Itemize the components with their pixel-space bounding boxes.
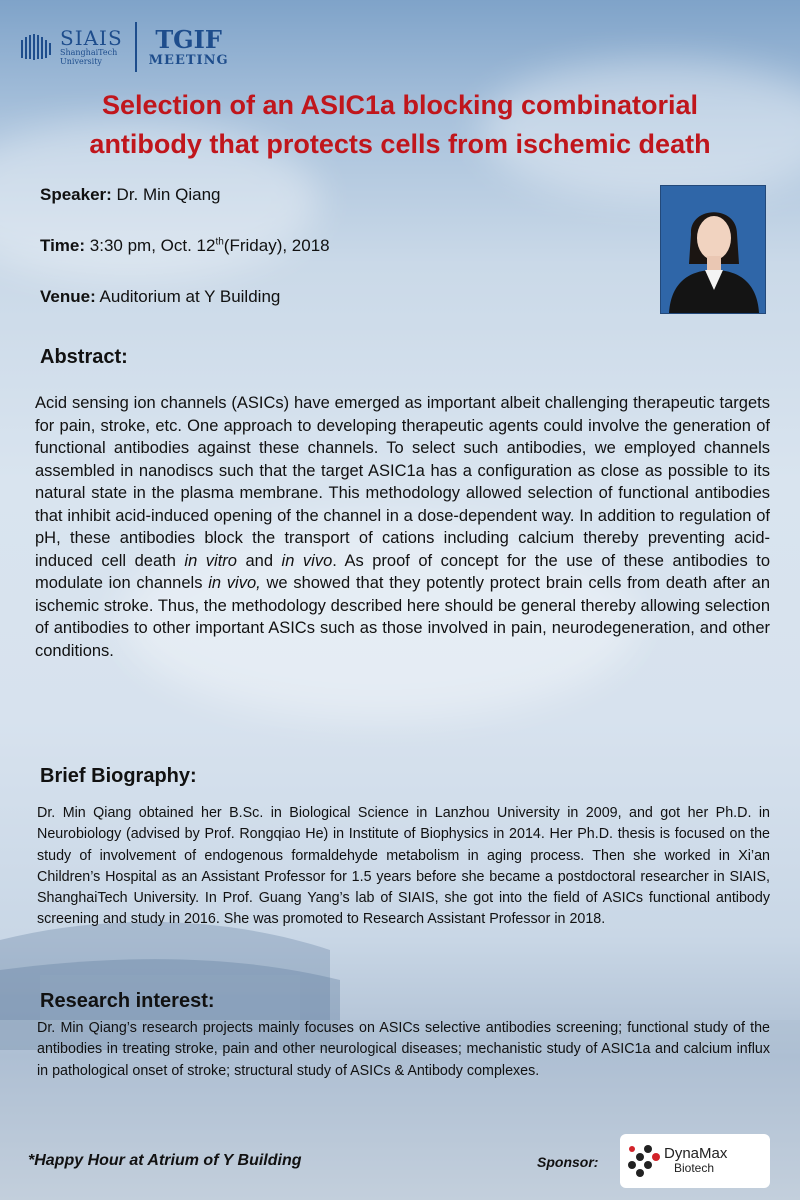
event-sub: MEETING bbox=[148, 52, 229, 68]
research-text: Dr. Min Qiang’s research projects mainly focuses on ASICs selective antibodies screening; functional study of the antibodies in treating stroke, pain and other neurological diseases; mechanistic study of ASIC1a and calcium influx in pathological onset of stroke; structural study of ASICs & Antibody complexes. bbox=[37, 1020, 770, 1079]
time-value-rest: (Friday), 2018 bbox=[223, 236, 330, 255]
abstract-part: we showed that they potently protect brain cells from death after an ischemic stroke. Thus, the methodology described here should be general thereby allowing selection of antibodies to other important ASICs such as those involved in pain, neurodegeneration, and other conditions. bbox=[35, 574, 771, 660]
happy-hour-note: *Happy Hour at Atrium of Y Building bbox=[28, 1152, 302, 1169]
org-line1: ShanghaiTech bbox=[60, 48, 118, 57]
abstract-heading: Abstract: bbox=[40, 346, 128, 368]
title-line-2: antibody that protects cells from ischemic death bbox=[89, 129, 711, 159]
abstract-italic: in vitro bbox=[184, 551, 237, 570]
speaker-line bbox=[40, 185, 220, 205]
speaker-value: Dr. Min Qiang bbox=[111, 185, 221, 204]
abstract-text bbox=[35, 392, 770, 662]
event-name: TGIF bbox=[155, 24, 222, 54]
sponsor-name-sub: Biotech bbox=[674, 1161, 715, 1175]
dynamax-logo-icon bbox=[626, 1143, 660, 1179]
speaker-portrait-icon bbox=[661, 186, 765, 313]
time-value: 3:30 pm, Oct. 12 bbox=[85, 236, 216, 255]
sponsor-name-main: DynaMax bbox=[664, 1145, 728, 1162]
speaker-label: Speaker: bbox=[40, 185, 112, 204]
org-name: SIAIS bbox=[60, 26, 123, 50]
siais-wordmark bbox=[60, 28, 123, 66]
research-heading: Research interest: bbox=[40, 990, 215, 1012]
time-line bbox=[40, 236, 330, 256]
org-line2: University bbox=[60, 57, 102, 66]
venue-label: Venue: bbox=[40, 287, 96, 306]
venue-line bbox=[40, 287, 280, 307]
tgif-wordmark bbox=[148, 24, 229, 68]
abstract-part: Acid sensing ion channels (ASICs) have emerged as important albeit challenging therapeutic targets for pain, stroke, etc. One approach to developing therapeutic agents could involve the generation of functional antibodies against these channels. To select such antibodies, we employed channels assembled in nanodiscs such that the target ASIC1a has a configuration as close as possible to its natural state in the plasma membrane. This methodology allowed selection of functional antibodies that inhibit acid-induced opening of the channel in a dose-dependent way. In addition to regulation of pH, these antibodies block the transport of cations including calcium thereby preventing acid-induced cell death bbox=[35, 394, 770, 570]
abstract-part: and bbox=[236, 551, 282, 570]
header-divider bbox=[135, 22, 137, 72]
header-logo bbox=[20, 22, 229, 72]
abstract-italic: in vivo bbox=[281, 551, 333, 570]
sponsor-label: Sponsor: bbox=[537, 1154, 599, 1170]
biography-text: Dr. Min Qiang obtained her B.Sc. in Biological Science in Lanzhou University in 2009, and got her Ph.D. in Neurobiology (advised by Prof. Rongqiao He) in Institute of Biophysics in 2014. Her Ph.D. thesis is focused on the study of involvement of endogenous formaldehyde metabolism in aging process. Then she worked in Xi’an Children’s Hospital as an Assistant Professor for 1.5 years before she became a postdoctoral researcher in SIAIS, ShanghaiTech University. In Prof. Guang Yang’s lab of SIAIS, she got into the field of ASICs functional antibody screening and study in 2016. She was promoted to Research Assistant Professor in 2018. bbox=[37, 805, 770, 928]
biography-heading: Brief Biography: bbox=[40, 765, 197, 787]
sponsor-name bbox=[664, 1146, 727, 1176]
sponsor-logo bbox=[620, 1134, 770, 1188]
time-suffix: th bbox=[215, 236, 224, 248]
speaker-photo bbox=[660, 185, 766, 314]
venue-value: Auditorium at Y Building bbox=[95, 287, 281, 306]
siais-logo-icon bbox=[20, 32, 56, 62]
talk-title bbox=[20, 86, 780, 164]
abstract-part: . As proof of concept for the use of these antibodies to modulate ion channels bbox=[35, 551, 770, 592]
title-line-1: Selection of an ASIC1a blocking combinatorial bbox=[101, 90, 699, 120]
time-label: Time: bbox=[40, 236, 86, 255]
abstract-italic: in vivo, bbox=[208, 574, 261, 592]
